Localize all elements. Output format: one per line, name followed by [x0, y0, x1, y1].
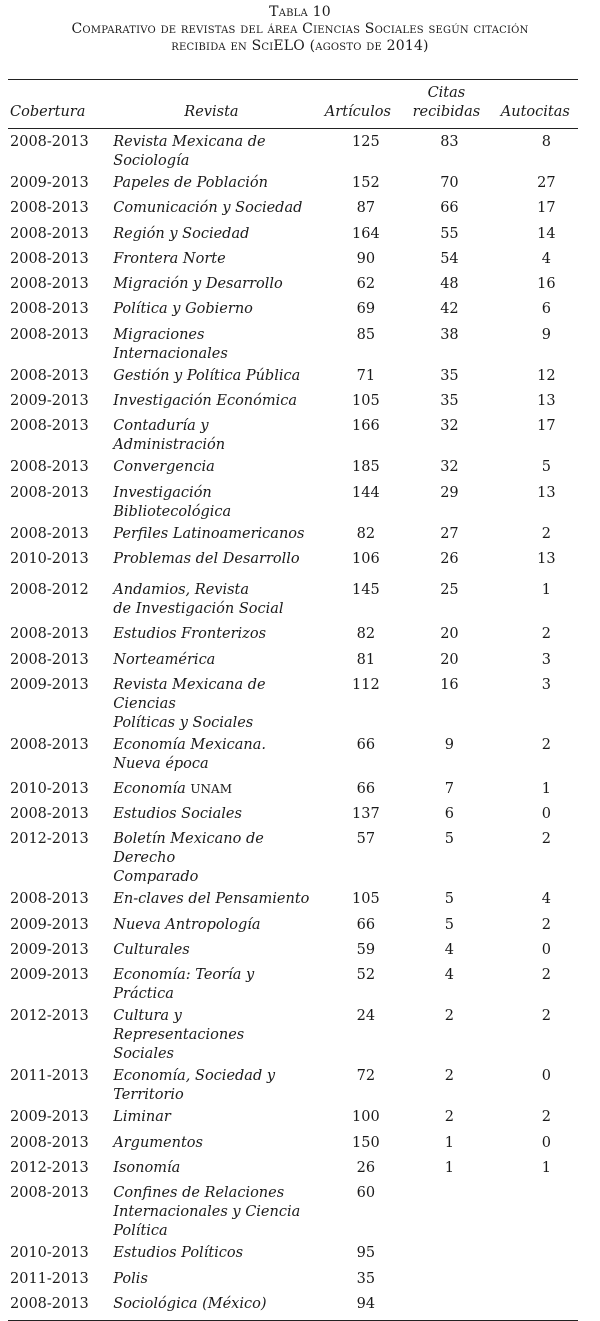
cell-articulos: 59 [356, 942, 376, 959]
revista-name: Andamios, Revista [113, 582, 250, 599]
table-label: Tabla 10 [269, 4, 331, 20]
cell-cobertura: 2010-2013 [10, 1245, 89, 1262]
table-row [8, 455, 578, 480]
cell-cobertura: 2008-2013 [10, 326, 89, 343]
table-row [8, 364, 578, 389]
header-cobertura: Cobertura [8, 80, 107, 129]
cell-revista [107, 272, 315, 297]
cell-articulos: 152 [352, 175, 380, 191]
cell-citas-recibidas: 83 [440, 134, 459, 150]
cell-citas-recibidas: 5 [444, 916, 455, 933]
cell-citas-recibidas [400, 1181, 492, 1241]
cell-revista [107, 777, 315, 802]
cell-articulos: 52 [356, 967, 376, 984]
cell-autocitas: 4 [541, 891, 551, 908]
table-row [8, 1267, 578, 1292]
revista-name-smallcaps: UNAM [190, 781, 232, 796]
table-row [8, 196, 578, 221]
cell-revista [107, 938, 315, 963]
cell-revista [107, 1156, 315, 1181]
cell-cobertura: 2011-2013 [10, 1270, 89, 1287]
cell-articulos: 144 [352, 484, 380, 501]
cell-articulos: 95 [356, 1245, 376, 1262]
cell-cobertura: 2010-2013 [10, 780, 89, 797]
revista-name: Nueva Antropología [113, 916, 261, 933]
cell-autocitas: 13 [537, 484, 556, 501]
cell-citas-recibidas: 32 [440, 418, 459, 435]
cell-cobertura: 2008-2013 [10, 891, 89, 908]
citation-table [8, 79, 578, 1321]
cell-articulos: 145 [352, 582, 380, 599]
revista-name: Economía Mexicana. [113, 736, 267, 753]
table-row [8, 938, 578, 963]
cell-revista [107, 673, 315, 733]
cell-revista [107, 1105, 315, 1130]
cell-revista [107, 1267, 315, 1292]
revista-name: Liminar [113, 1109, 171, 1126]
cell-autocitas: 2 [541, 967, 551, 984]
cell-autocitas: 27 [537, 175, 556, 191]
cell-revista [107, 481, 315, 522]
cell-autocitas: 13 [537, 393, 556, 410]
cell-autocitas: 17 [537, 418, 556, 435]
revista-name: Argumentos [113, 1134, 203, 1151]
revista-name: Polis [113, 1270, 148, 1287]
table-row [8, 1292, 578, 1321]
cell-cobertura: 2008-2013 [10, 525, 89, 542]
revista-name: Estudios Sociales [113, 806, 242, 823]
cell-autocitas: 0 [541, 806, 551, 823]
cell-autocitas [493, 1241, 578, 1266]
revista-name: Estudios Políticos [113, 1245, 244, 1262]
cell-citas-recibidas: 2 [444, 1109, 455, 1126]
revista-name: Norteamérica [113, 651, 216, 668]
table-row [8, 1064, 578, 1105]
cell-autocitas: 1 [541, 1159, 551, 1176]
cell-revista [107, 1131, 315, 1156]
revista-name: Papeles de Población [113, 175, 268, 191]
cell-autocitas: 4 [541, 250, 551, 267]
cell-citas-recibidas: 35 [440, 367, 459, 384]
cell-revista [107, 887, 315, 912]
cell-articulos: 66 [356, 916, 376, 933]
cell-articulos: 72 [356, 1068, 376, 1085]
header-citas-line-2: recibidas [412, 104, 481, 120]
cell-cobertura: 2008-2013 [10, 484, 89, 501]
cell-autocitas: 0 [541, 1068, 551, 1085]
cell-citas-recibidas: 66 [440, 200, 459, 217]
table-body [8, 129, 578, 1321]
table-title-line-1: Comparativo de revistas del área Ciencias Sociales según citación [71, 21, 529, 37]
revista-name-line-2: Internacionales y Ciencia Política [113, 1204, 301, 1240]
revista-name-line-2: Nueva época [113, 755, 209, 772]
cell-citas-recibidas: 4 [444, 942, 455, 959]
revista-name-line-2: Sociales [113, 1046, 174, 1063]
revista-name: Cultura y Representaciones [113, 1008, 245, 1044]
table-row [8, 222, 578, 247]
cell-cobertura: 2009-2013 [10, 676, 89, 693]
cell-autocitas: 14 [537, 225, 556, 242]
table-header [8, 80, 578, 129]
table-row [8, 171, 578, 196]
cell-cobertura: 2008-2013 [10, 418, 89, 435]
cell-citas-recibidas: 26 [440, 550, 459, 567]
cell-articulos: 90 [356, 250, 376, 267]
cell-articulos: 105 [352, 393, 380, 410]
cell-autocitas: 3 [541, 676, 551, 693]
cell-autocitas: 2 [541, 525, 551, 542]
table-row [8, 272, 578, 297]
cell-articulos: 66 [356, 736, 376, 753]
cell-citas-recibidas: 16 [440, 676, 459, 693]
revista-name: Problemas del Desarrollo [113, 550, 300, 567]
table-row [8, 1156, 578, 1181]
cell-citas-recibidas [400, 1241, 492, 1266]
cell-revista [107, 1004, 315, 1064]
revista-name: Culturales [113, 942, 190, 959]
cell-revista [107, 827, 315, 887]
header-row [8, 80, 578, 129]
table-row [8, 802, 578, 827]
cell-cobertura: 2009-2013 [10, 916, 89, 933]
cell-cobertura: 2010-2013 [10, 550, 89, 567]
table-row [8, 389, 578, 414]
cell-citas-recibidas: 5 [444, 891, 455, 908]
cell-revista [107, 1292, 315, 1321]
cell-citas-recibidas: 2 [444, 1068, 455, 1085]
revista-name: Política y Gobierno [113, 301, 253, 318]
cell-articulos: 26 [356, 1159, 376, 1176]
table-caption [0, 0, 600, 55]
cell-revista [107, 171, 315, 196]
revista-name: Boletín Mexicano de Derecho [113, 831, 264, 867]
revista-name: Estudios Fronterizos [113, 626, 267, 643]
cell-revista [107, 414, 315, 455]
cell-citas-recibidas: 48 [440, 276, 459, 293]
revista-name: Perfiles Latinoamericanos [113, 525, 305, 542]
cell-autocitas: 2 [541, 916, 551, 933]
revista-name: Contaduría y Administración [113, 418, 226, 454]
revista-name: Economía [113, 780, 186, 797]
cell-citas-recibidas: 7 [444, 780, 455, 797]
cell-citas-recibidas: 5 [444, 831, 455, 848]
revista-name: Sociológica (México) [113, 1295, 267, 1312]
table-row [8, 547, 578, 572]
cell-revista [107, 196, 315, 221]
revista-name: Investigación Económica [113, 393, 298, 410]
table-row [8, 323, 578, 364]
cell-articulos: 87 [356, 200, 376, 217]
cell-cobertura: 2009-2013 [10, 967, 89, 984]
cell-articulos: 166 [352, 418, 380, 435]
cell-autocitas: 6 [541, 301, 551, 318]
table-row [8, 913, 578, 938]
cell-cobertura: 2008-2012 [10, 582, 89, 599]
cell-citas-recibidas: 55 [440, 225, 459, 242]
cell-cobertura: 2009-2013 [10, 393, 89, 410]
cell-cobertura: 2012-2013 [10, 1008, 89, 1025]
revista-name: Comunicación y Sociedad [113, 200, 303, 217]
table-row [8, 673, 578, 733]
cell-articulos: 164 [352, 225, 380, 242]
cell-cobertura: 2009-2013 [10, 1109, 89, 1126]
cell-citas-recibidas: 4 [444, 967, 455, 984]
revista-name-line-2: Políticas y Sociales [113, 714, 254, 731]
revista-name: Convergencia [113, 459, 215, 476]
cell-autocitas: 12 [537, 367, 556, 384]
revista-name: Región y Sociedad [113, 225, 250, 242]
cell-cobertura: 2008-2013 [10, 1185, 89, 1202]
cell-revista [107, 247, 315, 272]
cell-articulos: 125 [352, 134, 380, 150]
cell-articulos: 82 [356, 626, 376, 643]
table-row [8, 777, 578, 802]
table-row [8, 129, 578, 172]
header-citas-recibidas [400, 80, 492, 129]
cell-revista [107, 389, 315, 414]
cell-articulos: 57 [356, 831, 376, 848]
cell-revista [107, 222, 315, 247]
cell-articulos: 94 [356, 1295, 376, 1312]
cell-citas-recibidas: 35 [440, 393, 459, 410]
cell-citas-recibidas: 27 [440, 525, 459, 542]
revista-name: Revista Mexicana de Ciencias [113, 676, 266, 712]
revista-name: Investigación Bibliotecológica [113, 484, 232, 520]
cell-cobertura: 2008-2013 [10, 200, 89, 217]
cell-revista [107, 572, 315, 622]
cell-articulos: 62 [356, 276, 376, 293]
cell-articulos: 185 [352, 459, 380, 476]
cell-cobertura: 2012-2013 [10, 831, 89, 848]
cell-articulos: 112 [352, 676, 380, 693]
table-row [8, 1241, 578, 1266]
revista-name: Economía: Teoría y Práctica [113, 967, 255, 1003]
cell-revista [107, 455, 315, 480]
revista-name: Frontera Norte [113, 250, 226, 267]
cell-cobertura: 2008-2013 [10, 367, 89, 384]
table-row [8, 963, 578, 1004]
cell-revista [107, 323, 315, 364]
table-row [8, 247, 578, 272]
cell-citas-recibidas: 70 [440, 175, 459, 191]
cell-articulos: 71 [356, 367, 376, 384]
revista-name: Isonomía [113, 1159, 181, 1176]
cell-citas-recibidas: 54 [440, 250, 459, 267]
cell-articulos: 66 [356, 780, 376, 797]
cell-revista [107, 1241, 315, 1266]
table-row [8, 297, 578, 322]
cell-cobertura: 2008-2013 [10, 225, 89, 242]
revista-name: Migraciones Internacionales [113, 326, 228, 362]
cell-citas-recibidas: 38 [440, 326, 459, 343]
cell-autocitas: 17 [537, 200, 556, 217]
cell-cobertura: 2009-2013 [10, 175, 89, 191]
table-row [8, 481, 578, 522]
cell-autocitas [493, 1292, 578, 1321]
cell-citas-recibidas: 1 [444, 1159, 455, 1176]
header-citas-line-1: Citas [427, 85, 466, 101]
table-row [8, 887, 578, 912]
cell-revista [107, 1181, 315, 1241]
cell-autocitas: 2 [541, 626, 551, 643]
table-row [8, 522, 578, 547]
cell-articulos: 81 [356, 651, 376, 668]
table-row [8, 414, 578, 455]
revista-name: Confines de Relaciones [113, 1185, 285, 1202]
cell-cobertura: 2008-2013 [10, 276, 89, 293]
cell-citas-recibidas: 20 [440, 626, 459, 643]
cell-articulos: 105 [352, 891, 380, 908]
cell-citas-recibidas: 32 [440, 459, 459, 476]
cell-citas-recibidas [400, 1267, 492, 1292]
table-row [8, 827, 578, 887]
table-row [8, 1004, 578, 1064]
cell-articulos: 100 [352, 1109, 380, 1126]
cell-cobertura: 2008-2013 [10, 651, 89, 668]
cell-cobertura: 2008-2013 [10, 459, 89, 476]
cell-revista [107, 522, 315, 547]
cell-articulos: 85 [356, 326, 376, 343]
cell-articulos: 137 [352, 806, 380, 823]
cell-citas-recibidas: 42 [440, 301, 459, 318]
cell-revista [107, 1064, 315, 1105]
cell-citas-recibidas: 9 [444, 736, 455, 753]
cell-autocitas: 1 [541, 582, 551, 599]
revista-name: Revista Mexicana de Sociología [113, 134, 266, 169]
cell-articulos: 35 [356, 1270, 376, 1287]
cell-revista [107, 963, 315, 1004]
cell-autocitas: 1 [541, 780, 551, 797]
cell-revista [107, 129, 315, 172]
cell-autocitas: 5 [541, 459, 551, 476]
cell-cobertura: 2011-2013 [10, 1068, 89, 1085]
table-title-line-2: recibida en SciELO (agosto de 2014) [171, 38, 429, 54]
cell-autocitas: 3 [541, 651, 551, 668]
cell-citas-recibidas: 2 [444, 1008, 455, 1025]
cell-cobertura: 2012-2013 [10, 1159, 89, 1176]
cell-autocitas: 8 [541, 134, 551, 150]
citation-table-container [8, 79, 578, 1321]
cell-revista [107, 648, 315, 673]
cell-cobertura: 2008-2013 [10, 736, 89, 753]
cell-revista [107, 802, 315, 827]
cell-articulos: 150 [352, 1134, 380, 1151]
cell-autocitas: 9 [541, 326, 551, 343]
header-autocitas: Autocitas [493, 80, 578, 129]
revista-name-line-2: Comparado [113, 869, 199, 886]
cell-cobertura: 2009-2013 [10, 942, 89, 959]
header-articulos: Artículos [316, 80, 401, 129]
cell-citas-recibidas: 1 [444, 1134, 455, 1151]
cell-autocitas: 2 [541, 831, 551, 848]
cell-revista [107, 547, 315, 572]
cell-revista [107, 297, 315, 322]
cell-autocitas: 0 [541, 942, 551, 959]
cell-articulos: 106 [352, 550, 380, 567]
cell-autocitas: 2 [541, 1109, 551, 1126]
table-row [8, 1131, 578, 1156]
cell-cobertura: 2008-2013 [10, 1134, 89, 1151]
cell-cobertura: 2008-2013 [10, 134, 89, 150]
table-row [8, 622, 578, 647]
cell-citas-recibidas [400, 1292, 492, 1321]
cell-revista [107, 622, 315, 647]
cell-autocitas: 2 [541, 1008, 551, 1025]
table-row [8, 572, 578, 622]
table-row [8, 733, 578, 777]
cell-citas-recibidas: 29 [440, 484, 459, 501]
cell-cobertura: 2008-2013 [10, 250, 89, 267]
table-row [8, 1105, 578, 1130]
cell-autocitas: 16 [537, 276, 556, 293]
cell-revista [107, 364, 315, 389]
revista-name: Migración y Desarrollo [113, 276, 283, 293]
cell-cobertura: 2008-2013 [10, 301, 89, 318]
cell-revista [107, 913, 315, 938]
cell-citas-recibidas: 6 [444, 806, 455, 823]
cell-autocitas: 2 [541, 736, 551, 753]
cell-revista [107, 733, 315, 777]
cell-cobertura: 2008-2013 [10, 806, 89, 823]
revista-name: En-claves del Pensamiento [113, 891, 310, 908]
cell-articulos: 82 [356, 525, 376, 542]
revista-name: Economía, Sociedad y Territorio [113, 1068, 276, 1104]
header-revista: Revista [107, 80, 315, 129]
cell-articulos: 69 [356, 301, 376, 318]
cell-citas-recibidas: 20 [440, 651, 459, 668]
revista-name-line-2: de Investigación Social [113, 601, 284, 618]
cell-articulos: 60 [356, 1185, 376, 1202]
cell-cobertura: 2008-2013 [10, 1295, 89, 1312]
table-row [8, 1181, 578, 1241]
cell-autocitas [493, 1181, 578, 1241]
table-row [8, 648, 578, 673]
cell-articulos: 24 [356, 1008, 376, 1025]
cell-autocitas: 13 [537, 550, 556, 567]
cell-autocitas: 0 [541, 1134, 551, 1151]
cell-citas-recibidas: 25 [440, 582, 459, 599]
cell-cobertura: 2008-2013 [10, 626, 89, 643]
revista-name: Gestión y Política Pública [113, 367, 301, 384]
cell-autocitas [493, 1267, 578, 1292]
